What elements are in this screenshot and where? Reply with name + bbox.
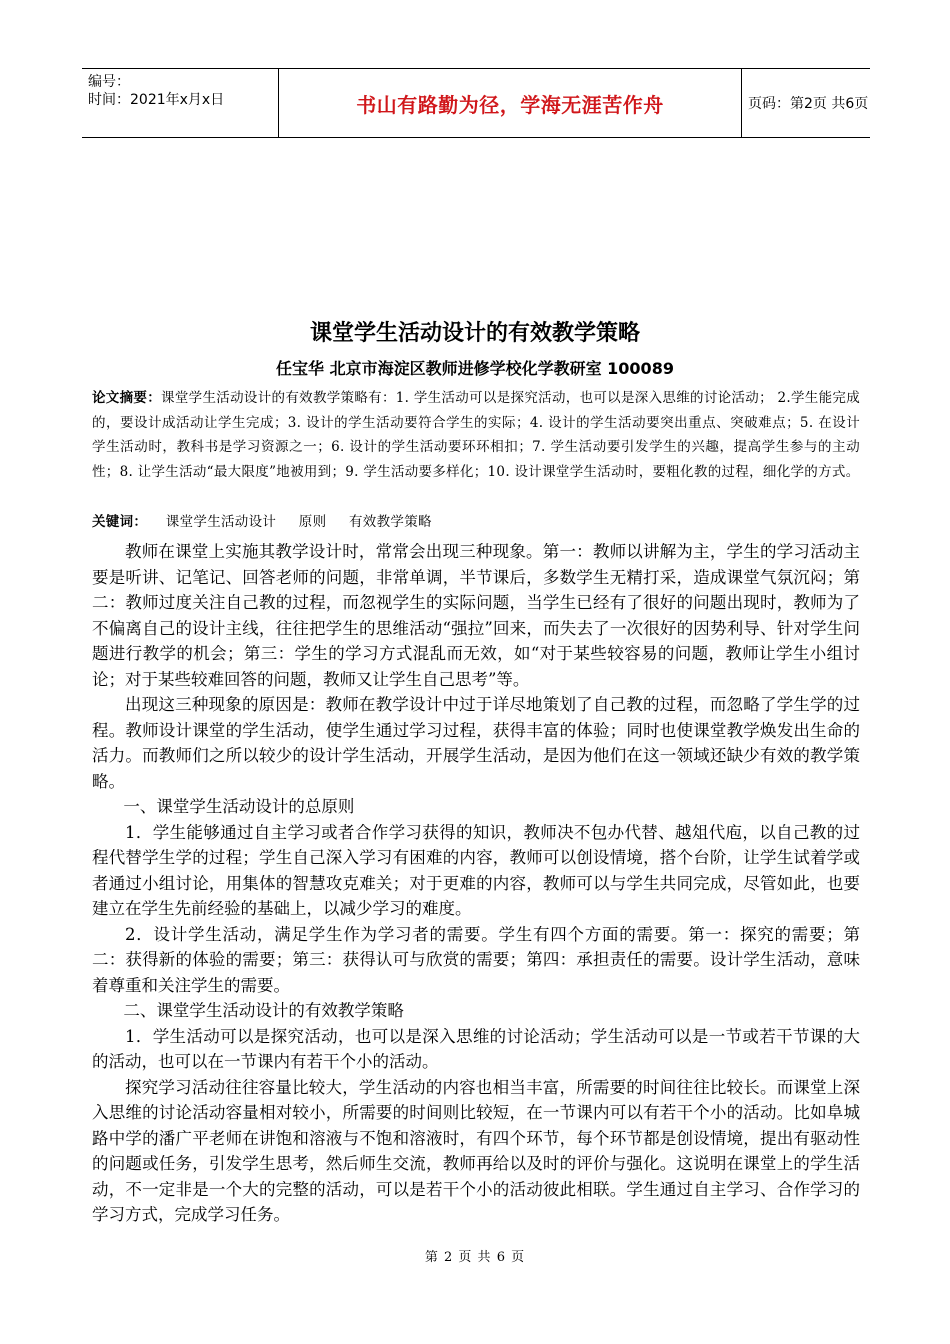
page-footer: 第 2 页 共 6 页 (424, 1250, 526, 1265)
document-title: 课堂学生活动设计的有效教学策略 (309, 321, 640, 346)
author-line: 任宝华 北京市海淀区教师进修学校化学教研室 100089 (276, 359, 674, 378)
header-page-number: 页码：第2页 共6页 (748, 96, 869, 112)
section-heading: 二、课堂学生活动设计的有效教学策略 (123, 1001, 404, 1020)
paragraph: 1．学生能够通过自主学习或者合作学习获得的知识，教师决不包办代替、越俎代庖，以自己教的过程代替学生学的过程；学生自己深入学习有困难的内容，教师可以创设情境，搭个台阶，让学生试着学或者通过小组讨论，用集体的智慧攻克难关；对于更难的内容，教师可以与学生共同完成，尽管如此，也要建立在学生先前经验的基础上，以减少学习的难度。 (92, 822, 860, 918)
body-text (92, 539, 860, 1228)
paragraph: 探究学习活动往往容量比较大，学生活动的内容也相当丰富，所需要的时间往往比较长。而课堂上深入思维的讨论活动容量相对较小，所需要的时间则比较短，在一节课内可以有若干个小的活动。比如阜城路中学的潘广平老师在讲饱和溶液与不饱和溶液时，有四个环节，每个环节都是创设情境，提出有驱动性的问题或任务，引发学生思考，然后师生交流，教师再给以及时的评价与强化。这说明在课堂上的学生活动，不一定非是一个大的完整的活动，可以是若干个小的活动彼此相联。学生通过自主学习、合作学习的学习方式，完成学习任务。 (92, 1077, 860, 1224)
abstract-label: 论文摘要： (92, 390, 162, 406)
header-time: 时间：2021年x月x日 (88, 92, 225, 108)
section-heading: 一、课堂学生活动设计的总原则 (123, 797, 355, 816)
keyword: 课堂学生活动设计 (165, 514, 277, 530)
header-number: 编号： (88, 74, 130, 90)
paragraph: 1．学生活动可以是探究活动，也可以是深入思维的讨论活动；学生活动可以是一节或若干节课的大的活动，也可以在一节课内有若干个小的活动。 (92, 1026, 860, 1071)
paragraph: 教师在课堂上实施其教学设计时，常常会出现三种现象。第一：教师以讲解为主，学生的学习活动主要是听讲、记笔记、回答老师的问题，非常单调，半节课后，多数学生无精打采，造成课堂气氛沉闷；第二：教师过度关注自己教的过程，而忽视学生的实际问题，当学生已经有了很好的问题出现时，教师为了不偏离自己的设计主线，往往把学生的思维活动“强拉”回来，而失去了一次很好的因势利导、针对学生问题进行教学的机会；第三：学生的学习方式混乱而无效，如“对于某些较容易的问题，教师让学生小组讨论；对于某些较难回答的问题，教师又让学生自己思考”等。 (92, 542, 860, 689)
keyword: 原则 (298, 514, 327, 530)
abstract-text: 课堂学生活动设计的有效教学策略有：1. 学生活动可以是探究活动，也可以是深入思维的讨论活动； 2.学生能完成的，要设计成活动让学生完成；3. 设计的学生活动要符合学生的实际；4. 设计的学生活动要突出重点、突破难点；5. 在设计学生活动时，教科书是学习资源之一；6. 设计的学生活动要环环相扣；7. 学生活动要引发学生的兴趣，提高学生参与的主动性；8. 让学生活动“最大限度”地被用到；9. 学生活动要多样化；10. 设计课堂学生活动时，要粗化教的过程，细化学的方式。 (92, 390, 860, 480)
abstract (92, 386, 860, 484)
keywords (92, 511, 860, 533)
header-motto: 书山有路勤为径，学海无涯苦作舟 (279, 69, 742, 137)
header-table (82, 68, 870, 138)
paragraph: 出现这三种现象的原因是：教师在教学设计中过于详尽地策划了自己教的过程，而忽略了学生学的过程。教师设计课堂的学生活动，使学生通过学习过程，获得丰富的体验；同时也使课堂教学焕发出生命的活力。而教师们之所以较少的设计学生活动，开展学生活动，是因为他们在这一领域还缺少有效的教学策略。 (92, 695, 860, 791)
header-meta-cell (82, 69, 279, 137)
keyword: 有效教学策略 (349, 514, 432, 530)
keywords-label: 关键词： (92, 514, 148, 530)
paragraph: 2．设计学生活动，满足学生作为学习者的需要。学生有四个方面的需要。第一：探究的需要；第二：获得新的体验的需要；第三：获得认可与欣赏的需要；第四：承担责任的需要。设计学生活动，意味着尊重和关注学生的需要。 (92, 924, 860, 995)
